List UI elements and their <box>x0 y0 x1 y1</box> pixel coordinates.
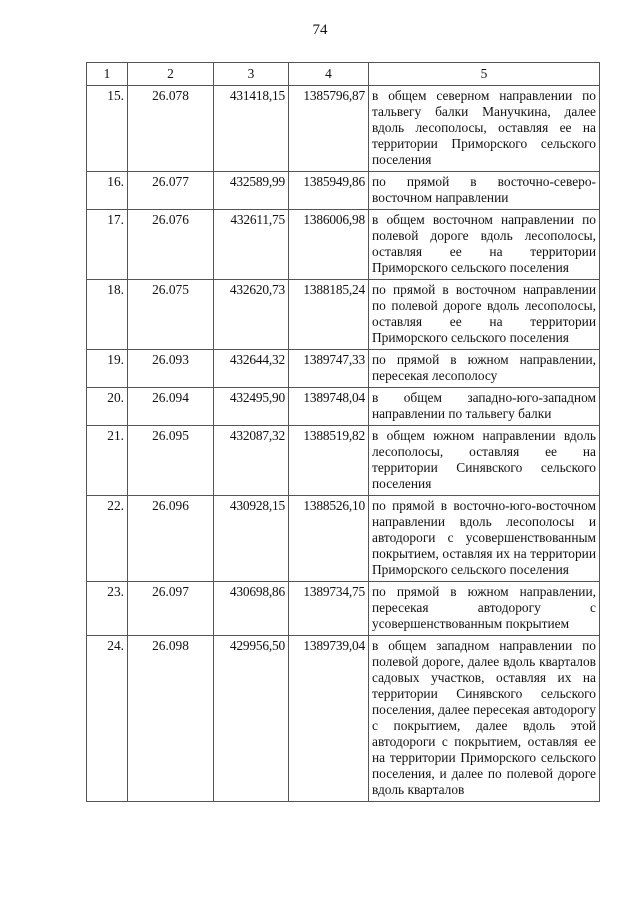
coordinate-x-cell: 430928,15 <box>214 496 289 582</box>
point-code-cell: 26.077 <box>128 172 214 210</box>
description-cell: по прямой в южном направлении, пересекая автодорогу с усовершенствованным покрытием <box>369 582 600 636</box>
table-header-row <box>87 63 600 86</box>
table-row <box>87 86 600 172</box>
coordinate-x-cell: 431418,15 <box>214 86 289 172</box>
row-number-cell: 22. <box>87 496 128 582</box>
table-row <box>87 636 600 802</box>
coordinate-y-cell: 1389747,33 <box>289 350 369 388</box>
row-number-cell: 20. <box>87 388 128 426</box>
column-header: 3 <box>214 63 289 86</box>
point-code-cell: 26.094 <box>128 388 214 426</box>
coordinate-y-cell: 1385796,87 <box>289 86 369 172</box>
point-code-cell: 26.095 <box>128 426 214 496</box>
table-row <box>87 280 600 350</box>
coordinate-x-cell: 432087,32 <box>214 426 289 496</box>
description-cell: по прямой в восточно-северо-восточном направлении <box>369 172 600 210</box>
coordinate-y-cell: 1385949,86 <box>289 172 369 210</box>
coordinate-y-cell: 1389739,04 <box>289 636 369 802</box>
column-header: 1 <box>87 63 128 86</box>
coordinate-y-cell: 1386006,98 <box>289 210 369 280</box>
description-cell: в общем западно-юго-западном направлении по тальвегу балки <box>369 388 600 426</box>
description-cell: в общем восточном направлении по полевой дороге вдоль лесополосы, оставляя ее на территории Приморского сельского поселения <box>369 210 600 280</box>
row-number-cell: 23. <box>87 582 128 636</box>
coordinate-x-cell: 429956,50 <box>214 636 289 802</box>
column-header: 2 <box>128 63 214 86</box>
description-cell: в общем западном направлении по полевой дороге, далее вдоль кварталов садовых участков, оставляя их на территории Синявского сельского поселения, далее пересекая автодорогу с покрытием, далее вдоль этой автодороги с покрытием, оставляя ее на территории Приморского сельского поселения, и далее по полевой дороге вдоль кварталов <box>369 636 600 802</box>
row-number-cell: 19. <box>87 350 128 388</box>
description-cell: по прямой в восточном направлении по полевой дороге вдоль лесополосы, оставляя ее на территории Приморского сельского поселения <box>369 280 600 350</box>
point-code-cell: 26.097 <box>128 582 214 636</box>
table-row <box>87 388 600 426</box>
row-number-cell: 15. <box>87 86 128 172</box>
column-header: 4 <box>289 63 369 86</box>
coordinate-x-cell: 432611,75 <box>214 210 289 280</box>
point-code-cell: 26.078 <box>128 86 214 172</box>
coordinate-x-cell: 430698,86 <box>214 582 289 636</box>
table-row <box>87 350 600 388</box>
row-number-cell: 18. <box>87 280 128 350</box>
page-number: 74 <box>312 22 328 38</box>
coordinate-x-cell: 432644,32 <box>214 350 289 388</box>
column-header: 5 <box>369 63 600 86</box>
table-row <box>87 210 600 280</box>
table-row <box>87 496 600 582</box>
coordinate-x-cell: 432495,90 <box>214 388 289 426</box>
table-row <box>87 172 600 210</box>
point-code-cell: 26.093 <box>128 350 214 388</box>
coordinate-y-cell: 1389748,04 <box>289 388 369 426</box>
coordinate-y-cell: 1388185,24 <box>289 280 369 350</box>
row-number-cell: 21. <box>87 426 128 496</box>
boundary-table <box>86 62 600 802</box>
description-cell: по прямой в южном направлении, пересекая лесополосу <box>369 350 600 388</box>
coordinate-y-cell: 1388526,10 <box>289 496 369 582</box>
coordinate-x-cell: 432620,73 <box>214 280 289 350</box>
row-number-cell: 17. <box>87 210 128 280</box>
table-body <box>87 86 600 802</box>
coordinate-y-cell: 1388519,82 <box>289 426 369 496</box>
row-number-cell: 16. <box>87 172 128 210</box>
description-cell: по прямой в восточно-юго-восточном направлении вдоль лесополосы и автодороги с усовершенствованным покрытием, оставляя их на территории Приморского сельского поселения <box>369 496 600 582</box>
row-number-cell: 24. <box>87 636 128 802</box>
point-code-cell: 26.075 <box>128 280 214 350</box>
coordinate-x-cell: 432589,99 <box>214 172 289 210</box>
table-row <box>87 582 600 636</box>
coordinate-y-cell: 1389734,75 <box>289 582 369 636</box>
point-code-cell: 26.098 <box>128 636 214 802</box>
point-code-cell: 26.096 <box>128 496 214 582</box>
description-cell: в общем северном направлении по тальвегу балки Манучкина, далее вдоль лесополосы, оставляя ее на территории Приморского сельского поселения <box>369 86 600 172</box>
description-cell: в общем южном направлении вдоль лесополосы, оставляя ее на территории Синявского сельского поселения <box>369 426 600 496</box>
point-code-cell: 26.076 <box>128 210 214 280</box>
table-row <box>87 426 600 496</box>
